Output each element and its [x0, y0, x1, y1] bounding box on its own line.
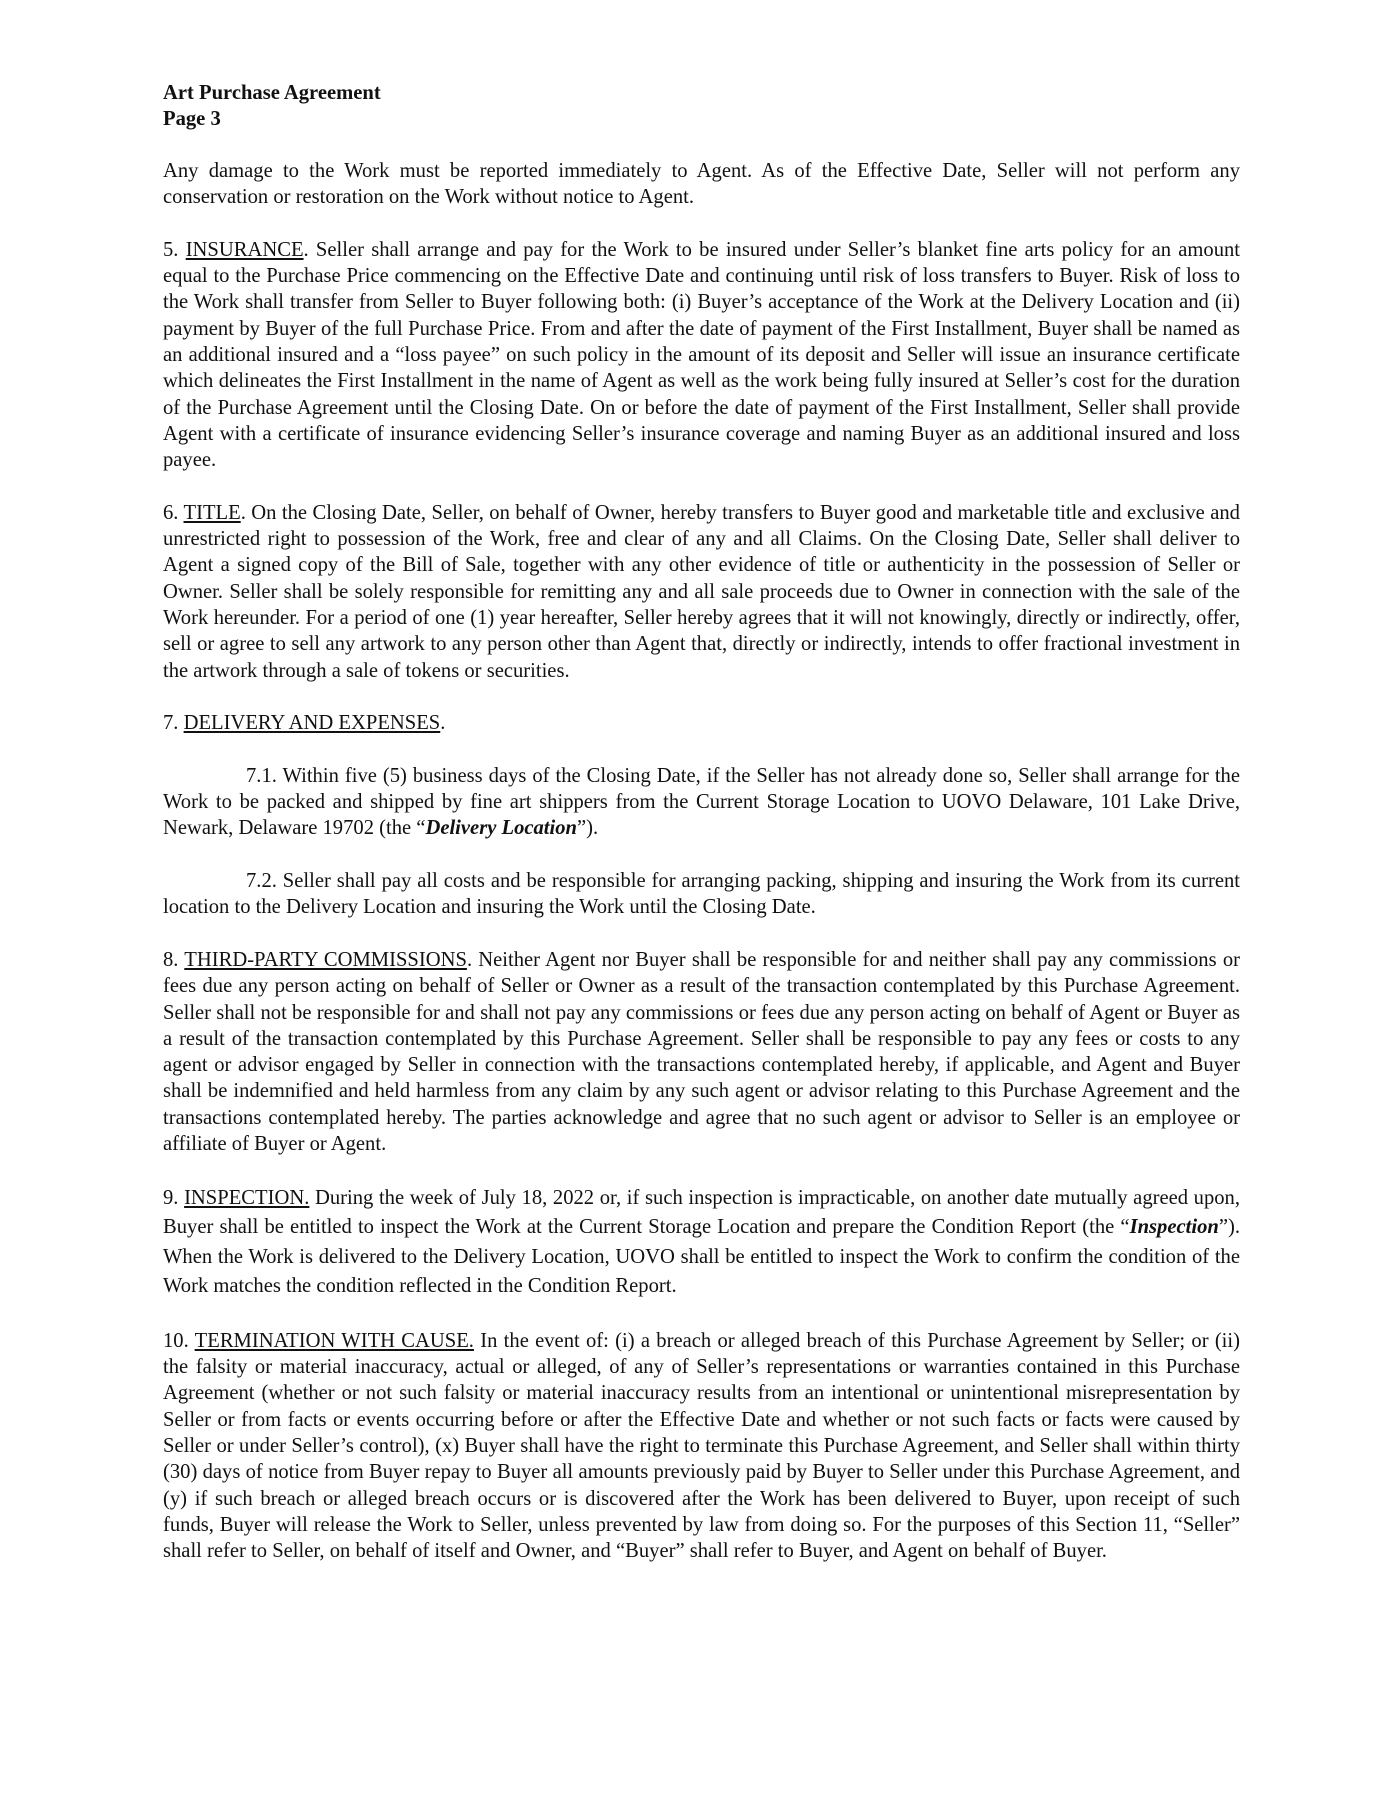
section-7-delivery: [163, 710, 1240, 736]
subsection-7-2: [163, 868, 1240, 921]
section-10-termination: [163, 1328, 1240, 1565]
paragraph-text: Any damage to the Work must be reported immediately to Agent. As of the Effective Date, Seller will not perform any conservation or restoration on the Work without notice to Agent.: [163, 160, 1240, 209]
document-title: Art Purchase Agreement: [163, 82, 381, 104]
defined-term: Delivery Location: [425, 817, 578, 840]
section-number: 9.: [163, 1186, 185, 1209]
section-heading: INSURANCE: [185, 238, 304, 261]
section-number: 8.: [163, 948, 185, 971]
section-tail: .: [440, 712, 446, 735]
section-body: . Neither Agent nor Buyer shall be responsible for and neither shall pay any commissions or fees due any person acting on behalf of Seller or Owner as a result of the transaction contemplated by this Purchase Agreement. Seller shall not be responsible for and shall not pay any commissions or fees due any person acting on behalf of Agent or Buyer as a result of the transaction contemplated by this Purchase Agreement. Seller shall be responsible to pay any fees or costs to any agent or advisor engaged by Seller in connection with the transactions contemplated hereby, if applicable, and Agent and Buyer shall be indemnified and held harmless from any claim by any such agent or advisor relating to this Purchase Agreement and the transactions contemplated hereby. The parties acknowledge and agree that no such agent or advisor to Seller is an employee or affiliate of Buyer or Agent.: [163, 948, 1240, 1155]
section-body: ”). When the Work is delivered to the Delivery Location, UOVO shall be entitled to inspect the Work to confirm the condition of the Work matches the condition reflected in the Condition Report.: [163, 1216, 1240, 1298]
paragraph-intro: [163, 158, 1240, 211]
section-5-insurance: [163, 237, 1240, 474]
subsection-text: ”).: [577, 817, 599, 840]
document-page: [163, 80, 1240, 1591]
section-heading: TERMINATION WITH CAUSE.: [194, 1329, 474, 1352]
section-8-commissions: [163, 947, 1240, 1157]
section-heading: DELIVERY AND EXPENSES: [183, 712, 441, 735]
subsection-text: 7.1. Within five (5) business days of the Closing Date, if the Seller has not already done so, Seller shall arrange for the Work to be packed and shipped by fine art shippers from the Current Storage Location to UOVO Delaware, 101 Lake Drive, Newark, Delaware 19702 (the “: [163, 764, 1240, 840]
section-number: 7.: [163, 712, 184, 735]
section-heading: THIRD-PARTY COMMISSIONS: [184, 948, 467, 971]
page-number: Page 3: [163, 108, 221, 130]
section-heading: TITLE: [183, 501, 241, 524]
section-body: . Seller shall arrange and pay for the Work to be insured under Seller’s blanket fine arts policy for an amount equal to the Purchase Price commencing on the Effective Date and continuing until risk of loss transfers to Buyer. Risk of loss to the Work shall transfer from Seller to Buyer following both: (i) Buyer’s acceptance of the Work at the Delivery Location and (ii) payment by Buyer of the full Purchase Price. From and after the date of payment of the First Installment, Buyer shall be named as an additional insured and a “loss payee” on such policy in the amount of its deposit and Seller will issue an insurance certificate which delineates the First Installment in the name of Agent as well as the work being fully insured at Seller’s cost for the duration of the Purchase Agreement until the Closing Date. On or before the date of payment of the First Installment, Seller shall provide Agent with a certificate of insurance evidencing Seller’s insurance coverage and naming Buyer as an additional insured and loss payee.: [163, 238, 1241, 472]
section-body: In the event of: (i) a breach or alleged breach of this Purchase Agreement by Seller; or (ii) the falsity or material inaccuracy, actual or alleged, of any of Seller’s representations or warranties contained in this Purchase Agreement (whether or not such falsity or material inaccuracy results from an intentional or unintentional misrepresentation by Seller or from facts or events occurring before or after the Effective Date and whether or not such facts or facts were caused by Seller or under Seller’s control), (x) Buyer shall have the right to terminate this Purchase Agreement, and Seller shall within thirty (30) days of notice from Buyer repay to Buyer all amounts previously paid by Buyer to Seller under this Purchase Agreement, and (y) if such breach or alleged breach occurs or is discovered after the Work has been delivered to Buyer, upon receipt of such funds, Buyer will release the Work to Seller, unless prevented by law from doing so. For the purposes of this Section 11, “Seller” shall refer to Seller, on behalf of itself and Owner, and “Buyer” shall refer to Buyer, and Agent on behalf of Buyer.: [163, 1329, 1240, 1563]
section-number: 6.: [163, 501, 184, 524]
defined-term: Inspection: [1129, 1216, 1219, 1239]
section-6-title: [163, 500, 1240, 684]
subsection-7-1: [163, 763, 1240, 842]
section-heading: INSPECTION.: [184, 1186, 310, 1209]
section-number: 10.: [163, 1329, 195, 1352]
section-body: . On the Closing Date, Seller, on behalf of Owner, hereby transfers to Buyer good and marketable title and exclusive and unrestricted right to possession of the Work, free and clear of any and all Claims. On the Closing Date, Seller shall deliver to Agent a signed copy of the Bill of Sale, together with any other evidence of title or authenticity in the possession of Seller or Owner. Seller shall be solely responsible for remitting any and all sale proceeds due to Owner in connection with the sale of the Work hereunder. For a period of one (1) year hereafter, Seller hereby agrees that it will not knowingly, directly or indirectly, offer, sell or agree to sell any artwork to any person other than Agent that, directly or indirectly, intends to offer fractional investment in the artwork through a sale of tokens or securities.: [163, 501, 1240, 682]
section-number: 5.: [163, 238, 186, 261]
section-9-inspection: [163, 1184, 1240, 1302]
page-header: [163, 80, 1240, 132]
section-body: During the week of July 18, 2022 or, if such inspection is impracticable, on another date mutually agreed upon, Buyer shall be entitled to inspect the Work at the Current Storage Location and prepare the Condition Report (the “: [163, 1186, 1241, 1239]
subsection-text: 7.2. Seller shall pay all costs and be responsible for arranging packing, shipping and insuring the Work from its current location to the Delivery Location and insuring the Work until the Closing Date.: [163, 870, 1240, 919]
